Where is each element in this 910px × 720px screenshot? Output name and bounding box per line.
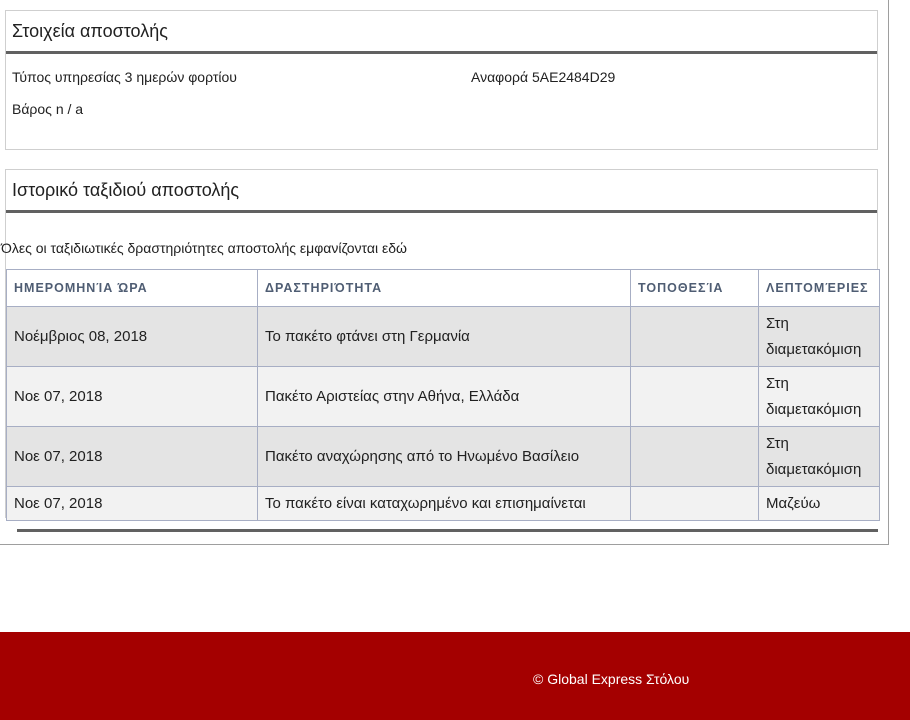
column-header-details: ΛΕΠΤΟΜΈΡΙΕΣ [759, 270, 880, 307]
shipment-history-title: Ιστορικό ταξιδιού αποστολής [6, 170, 877, 213]
footer [0, 632, 910, 720]
column-header-location: ΤΟΠΟΘΕΣΊΑ [631, 270, 759, 307]
table-row [7, 367, 880, 427]
row-details: Στη διαμετακόμιση [759, 367, 880, 427]
shipment-history-table [6, 269, 880, 521]
service-type-text: Τύπος υπηρεσίας 3 ημερών φορτίου [12, 69, 237, 85]
table-row [7, 427, 880, 487]
row-location [631, 427, 759, 487]
table-row [7, 307, 880, 367]
row-activity: Πακέτο αναχώρησης από το Ηνωμένο Βασίλειο [258, 427, 631, 487]
weight-text: Βάρος n / a [12, 101, 84, 117]
row-date: Νοε 07, 2018 [7, 367, 258, 427]
row-details: Στη διαμετακόμιση [759, 307, 880, 367]
column-header-date: ΗΜΕΡΟΜΗΝΊΑ ΏΡΑ [7, 270, 258, 307]
row-activity: Το πακέτο είναι καταχωρημένο και επισημαίνεται [258, 487, 631, 521]
row-details: Στη διαμετακόμιση [759, 427, 880, 487]
table-row [7, 487, 880, 521]
table-header-row [7, 270, 880, 307]
shipment-details-card [5, 10, 878, 150]
row-details: Μαζεύω [759, 487, 880, 521]
column-header-activity: ΔΡΑΣΤΗΡΙΌΤΗΤΑ [258, 270, 631, 307]
row-date: Νοε 07, 2018 [7, 427, 258, 487]
row-date: Νοε 07, 2018 [7, 487, 258, 521]
row-location [631, 367, 759, 427]
row-date: Νοέμβριος 08, 2018 [7, 307, 258, 367]
row-location [631, 487, 759, 521]
divider [17, 529, 878, 532]
reference-text: Αναφορά 5AE2484D29 [471, 69, 616, 85]
row-activity: Το πακέτο φτάνει στη Γερμανία [258, 307, 631, 367]
row-location [631, 307, 759, 367]
shipment-details-title: Στοιχεία αποστολής [6, 11, 877, 54]
copyright-text: © Global Express Στόλου [533, 671, 690, 687]
shipment-history-description: Όλες οι ταξιδιωτικές δραστηριότητες αποστολής εμφανίζονται εδώ [1, 240, 407, 256]
row-activity: Πακέτο Αριστείας στην Αθήνα, Ελλάδα [258, 367, 631, 427]
shipment-history-card [1, 169, 878, 518]
